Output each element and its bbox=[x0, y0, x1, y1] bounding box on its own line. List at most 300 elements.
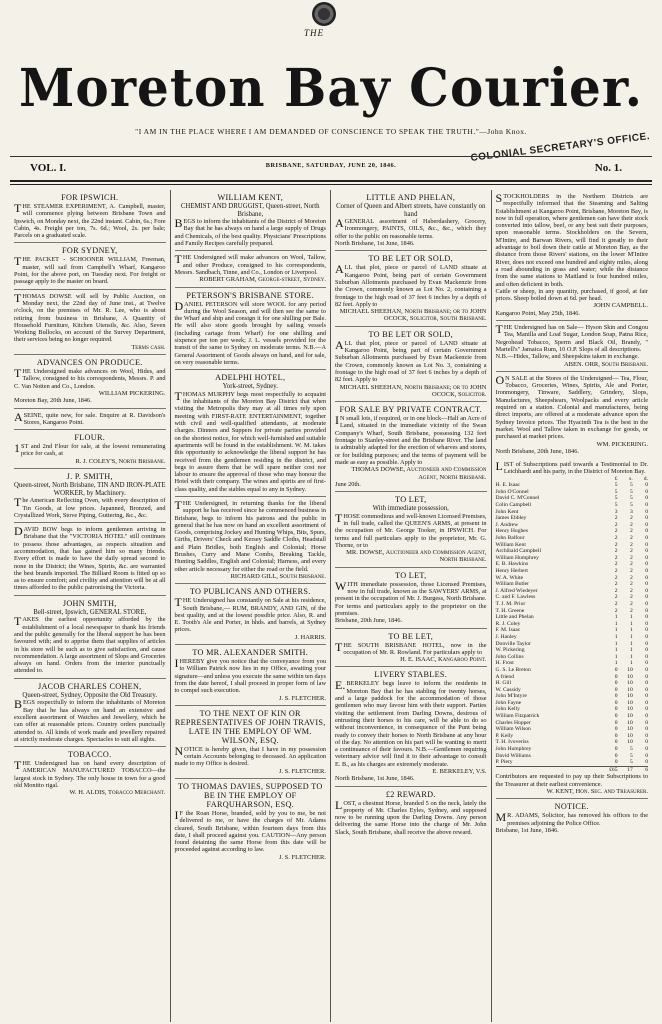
subscriber-name: William Wilson bbox=[495, 726, 531, 733]
subscription-amount: 3 bbox=[629, 508, 633, 515]
subscription-row bbox=[496, 621, 649, 628]
subscriber-name: William Kent bbox=[495, 541, 526, 548]
ad-title: ADVANCES ON PRODUCE. bbox=[36, 358, 143, 368]
ad-title: TO PUBLICANS AND OTHERS. bbox=[189, 587, 311, 597]
subscriber-name: Charles Hopper bbox=[495, 719, 531, 726]
ad-title: LITTLE AND PHELAN, bbox=[366, 193, 456, 202]
ad-body: ALL that plot, piece or parcel of LAND situate at Kangaroo Point, being part of certain Government Suburban Allotments purchased by Evan Mackenzie from the Crown, commonly known as Lot No. 3, containing a frontage to the high road of 37 feet 6 inches by a depth of 82 feet. Apply to bbox=[335, 337, 487, 384]
subscriber-name: Archibald Campbell bbox=[495, 548, 542, 555]
subscription-row bbox=[496, 753, 649, 760]
advertisement bbox=[14, 190, 166, 243]
ad-body: LOST, a chestnut Horse, branded 5 on the neck, lately the property of Mr. Charles Eyles, Sydney, and supposed now to be running upon the Darling Downs. Any person delivering the same Horse into the charge of Mr. John Slack, South Brisbane, shall receive the above reward. bbox=[335, 797, 487, 836]
subscription-amount: 0 bbox=[645, 633, 648, 640]
subscription-row bbox=[496, 548, 649, 555]
subscription-amount: 1 bbox=[614, 620, 618, 627]
subscription-amount: 0 bbox=[645, 673, 648, 680]
ad-body: THE PACKET - SCHOONER WILLIAM, Freeman, master, will sail from Campbell's Wharf, Kangaroo Point, for the above port, on Tuesday next. For freight or passage apply to the master on board. bbox=[14, 254, 166, 286]
subscription-amount: 0 bbox=[614, 732, 618, 739]
subscription-amount: 1 bbox=[629, 633, 633, 640]
subscriber-name: John Humphrey bbox=[495, 746, 532, 753]
subscriber-name: William Fitzpatrick bbox=[495, 713, 540, 720]
subscription-amount: 0 bbox=[645, 759, 648, 766]
subscription-amount: 10 bbox=[627, 713, 633, 720]
subscription-row bbox=[496, 568, 649, 575]
ad-title: TO BE LET OR SOLD, bbox=[368, 329, 453, 339]
ad-subtitle: Bell-street, Ipswich, GENERAL STORE, bbox=[33, 608, 147, 616]
subscriber-name: W. A. White bbox=[495, 574, 524, 581]
subscriber-name: H. E. Isaac bbox=[495, 482, 521, 489]
subscriber-name: William Butler bbox=[495, 581, 529, 588]
advertisement bbox=[496, 190, 649, 321]
subscription-amount: 2 bbox=[629, 574, 633, 581]
advertisement bbox=[175, 190, 327, 251]
ad-date: North Brisbane, 1st June, 1846. bbox=[335, 240, 415, 248]
subscription-amount: 1 bbox=[629, 620, 633, 627]
subscription-amount: 0 bbox=[645, 647, 648, 654]
advertisement bbox=[335, 492, 487, 568]
subscription-amount: 0 bbox=[645, 699, 648, 706]
subscription-row bbox=[496, 555, 649, 562]
ad-title: £2 REWARD. bbox=[385, 789, 436, 799]
subscription-row bbox=[496, 581, 649, 588]
ad-body: The American Reflecting Oven, with every description of Tin Goods, at low prices. Japanned, Bronzed, and Crystallized Work, Stove Piping, Guttering, &c., &c. bbox=[14, 495, 166, 519]
subscription-amount: 1 bbox=[614, 633, 618, 640]
subscription-amount: 0 bbox=[645, 554, 648, 561]
subscription-amount: 0 bbox=[645, 627, 648, 634]
subscription-amount: 2 bbox=[614, 521, 618, 528]
subscription-amount: 10 bbox=[627, 706, 633, 713]
subscription-amount: 5 bbox=[629, 752, 633, 759]
subscription-amount: 0 bbox=[645, 666, 648, 673]
subscriber-name: R. J. Coley bbox=[495, 620, 521, 627]
subscription-amount: 0 bbox=[645, 607, 648, 614]
ad-body: E.BERKELEY begs leave to inform the residents in Moreton Bay that he has stabling for twenty horses, and a large paddock for the accommodation of those gentlemen who may favour him with their support. Parties visiting the settlement from Darling Downs, desirous of entrusting their horses to his care, will be able to do so without inconvenience, in consequence of the Punt being ready to convey their horses to North Brisbane at any hour of the day. No attention on his part will be wanting to merit a continuance of their favours. N.B.—Gentlemen requiring veterinary advice will find it to their advantage to consult E. B., as his charges are extremely moderate. bbox=[335, 678, 487, 768]
subscription-amount: 10 bbox=[627, 699, 633, 706]
ad-title: FOR SALE BY PRIVATE CONTRACT. bbox=[339, 405, 483, 415]
subscription-amount: 5 bbox=[629, 488, 633, 495]
subscriber-name: John Kelly bbox=[495, 706, 520, 713]
subscription-amount: 0 bbox=[645, 732, 648, 739]
subscription-amount: 1 bbox=[614, 647, 618, 654]
subscription-amount: 5 bbox=[629, 502, 633, 509]
ad-signature: WM. PICKERING. bbox=[596, 440, 648, 448]
subscription-row bbox=[496, 687, 649, 694]
subscriber-name: A friend bbox=[495, 673, 514, 680]
ad-body: ASEINE, quite new, for sale. Enquire at R. Davidson's Stores, Kangaroo Point. bbox=[14, 409, 166, 426]
advertisement bbox=[175, 370, 327, 497]
ad-body: STOCKHOLDERS in the Northern Districts are respectfully informed that the Steaming and Salting Establishment at Kangaroo Point, Brisbane, Moreton Bay, is now in full operation, where gentlemen can have their stock converted into tallow, beef, or any best suit their purposes, upon reasonable terms. Stockholders on the Severn, M'Intire, and Barwan Rivers, will find it greatly to their advantage to boil down their cattle at Moreton Bay, as the distance from those Rivers' stations, on the lower M'Intire River, does not exceed one hundred and eighty miles, along a road abounding in grass and water; while the distance from the same stations to Maitland is four hundred miles, and often deficient in both. bbox=[495, 191, 648, 288]
subscription-row bbox=[496, 634, 649, 641]
subscription-amount: 3 bbox=[614, 508, 618, 515]
subscription-row bbox=[496, 522, 649, 529]
subscription-amount: 2 bbox=[614, 568, 618, 574]
subscription-row bbox=[496, 726, 649, 733]
subscription-row bbox=[496, 482, 649, 489]
subscription-amount: 2 bbox=[614, 607, 618, 614]
subscriber-name: Henry Hughes bbox=[495, 528, 528, 535]
ad-signature: JOHN CAMPBELL. bbox=[593, 302, 648, 310]
advertisement bbox=[335, 190, 487, 251]
subscriber-name: John Kent bbox=[495, 508, 519, 515]
notice-body: MR. ADAMS, Solicitor, has removed his offices to the premises adjoining the Police Office. bbox=[495, 810, 648, 827]
subscription-amount: 0 bbox=[645, 680, 648, 687]
ad-body: DANIEL PETERSON will store WOOL for any period during the Wool Season, and will then see the same to the Wharf and ship and consign it for one shilling per Bale. He will also store goods brought by sailing vessels (including cartage from Wharf) for one shilling and sixpence per ton per week; J. L. vessels provided for the transit of the same to Sydney on moderate terms. N.B.—A General Assortment of Goods always on hand, and for sale, on very reasonable terms. bbox=[174, 298, 326, 366]
advertisement bbox=[175, 288, 327, 371]
ad-title: LIVERY STABLES. bbox=[374, 670, 448, 680]
subscription-signature: W. KENT, Hon. Sec. and Treasurer. bbox=[546, 788, 648, 795]
subscriber-name: William Humphrey bbox=[495, 554, 539, 561]
subscriber-name: David C. M'Connel bbox=[495, 495, 540, 502]
advertisement bbox=[335, 787, 487, 839]
ad-signature: MICHAEL SHEEHAN, North Brisbane; or to JOHN OCOCK, Solicitor, South Brisbane. bbox=[339, 308, 487, 323]
masthead-the: THE bbox=[304, 28, 325, 38]
advertisement bbox=[175, 584, 327, 645]
column-2 bbox=[171, 190, 332, 1022]
subscription-amount: 0 bbox=[645, 653, 648, 660]
subscription-amount: 0 bbox=[645, 614, 648, 621]
ad-date: Moreton Bay, 20th June, 1846. bbox=[14, 397, 92, 405]
ad-title: ADELPHI HOTEL, bbox=[215, 373, 286, 383]
subscription-amount: 5 bbox=[614, 495, 618, 502]
subscription-amount: 1 bbox=[614, 640, 618, 647]
dateline-bar bbox=[10, 162, 652, 176]
ad-subtitle: CHEMIST AND DRUGGIST, Queen-street, North Brisbane, bbox=[180, 203, 320, 218]
crest-emblem-icon bbox=[312, 2, 336, 26]
advertisement bbox=[496, 321, 649, 372]
ad-body: DAVID BOW begs to inform gentlemen arriving in Brisbane that the "VICTORIA HOTEL" still continues to possess those advantages, as respects situation and accommodation, that has gained him so many friends. Every effort is made to have the daily spread second to none in the District; the Wines, Spirits, &c. are warranted the best brands imported. The Billiard Room is fitted up so as to ensure comfort; and civility and attention will be at all times afforded to the public patronising the Victoria. bbox=[14, 524, 166, 592]
subscription-amount: 0 bbox=[645, 587, 648, 594]
divider bbox=[10, 180, 652, 182]
subscription-row bbox=[496, 502, 649, 509]
ad-signature: R. J. COLEY'S, North Brisbane. bbox=[75, 457, 166, 465]
subscriber-name: John Fayne bbox=[495, 699, 522, 706]
ad-signature: H. E. ISAAC, Kangaroo Point. bbox=[400, 656, 487, 664]
advertisement bbox=[175, 251, 327, 287]
advertisement bbox=[14, 430, 166, 469]
subscription-row bbox=[496, 660, 649, 667]
subscription-amount: 0 bbox=[645, 640, 648, 647]
subscription-amount: 10 bbox=[627, 666, 633, 673]
subscription-amount: 5 bbox=[629, 495, 633, 502]
subscriber-name: Donville Taylor bbox=[495, 640, 531, 647]
subscription-amount: 5 bbox=[629, 482, 633, 489]
subscription-amount: 0 bbox=[614, 719, 618, 726]
subscription-row bbox=[496, 693, 649, 700]
advertisement bbox=[335, 327, 487, 402]
notice-title: NOTICE. bbox=[554, 802, 589, 812]
subscriber-name: David Williams bbox=[495, 752, 531, 759]
subscription-row bbox=[496, 575, 649, 582]
subscription-header-row bbox=[496, 476, 649, 483]
advertisement bbox=[175, 779, 327, 864]
subscriber-name: H. Frost bbox=[495, 660, 514, 667]
subscription-amount: 0 bbox=[614, 726, 618, 733]
subscription-row bbox=[496, 608, 649, 615]
ad-body: THE STEAMER EXPERIMENT, A. Campbell, master, will commence plying between Brisbane Town and Ipswich, on Monday next, the 22nd instant. Cabin, 6s.; Fore Cabin, 4s. Freight per ton, 7s. 6d.; Wool, 2s. per bale; Parcels on a graduated scale. bbox=[14, 201, 166, 240]
advertisement bbox=[14, 243, 166, 289]
subscription-amount: 1 bbox=[614, 627, 618, 634]
ad-body: NOTICE is hereby given, that I have in my possession certain Accounts belonging to deceased. An application made to my Office is desired. bbox=[174, 743, 326, 768]
subscription-amount: 2 bbox=[629, 607, 633, 614]
masthead-motto: "I AM IN THE PLACE WHERE I AM DEMANDED OF CONSCIENCE TO SPEAK THE TRUTH."—John Knox. bbox=[135, 127, 527, 136]
subscription-amount: 1 bbox=[629, 660, 633, 667]
pounds-header: £ bbox=[614, 475, 618, 482]
subscription-row bbox=[496, 720, 649, 727]
subscription-total bbox=[496, 766, 649, 774]
ad-title: FOR SYDNEY, bbox=[62, 246, 118, 256]
ad-body: THOMAS DOWSE will sell by Public Auction, on Monday next, the 22nd day of June inst., at Twelve o'clock, on the premises of Mr. R. Lee, who is about retiring from business in Brisbane, A Quantity of Household Furniture, Kitchen Utensils, &c. Also, Seven Working Bullocks, on account of the Survey Department, their services being no longer required. bbox=[14, 290, 166, 344]
issue-date: BRISBANE, SATURDAY, JUNE 20, 1846. bbox=[265, 162, 397, 169]
subscription-amount: 2 bbox=[629, 541, 633, 548]
subscriber-name: H. Gill bbox=[495, 680, 512, 687]
subscription-amount: 0 bbox=[614, 680, 618, 687]
subscription-amount: 0 bbox=[645, 515, 648, 522]
ad-body: THE Undersigned make advances on Wool, Hides, and Tallow, consigned to his correspondents, Messrs. P. and C. Van Notten and Co., London. bbox=[14, 366, 166, 390]
subscription-amount: 0 bbox=[645, 521, 648, 528]
subscription-amount: 2 bbox=[614, 535, 618, 542]
advertisement bbox=[14, 523, 166, 596]
ad-title: TO LET, bbox=[395, 495, 427, 505]
subscription-amount: 10 bbox=[627, 680, 633, 687]
subscription-amount: 5 bbox=[629, 746, 633, 753]
subscription-amount: 0 bbox=[645, 719, 648, 726]
subscription-amount: 2 bbox=[614, 541, 618, 548]
subscriber-name: Henry Herbert bbox=[495, 568, 528, 574]
subscription-row bbox=[496, 713, 649, 720]
subscription-amount: 2 bbox=[614, 587, 618, 594]
ad-signature: J. S. FLETCHER. bbox=[278, 767, 326, 775]
subscription-amount: 0 bbox=[645, 746, 648, 753]
subscription-amount: 0 bbox=[645, 488, 648, 495]
ad-body: THE Undersigned will make advances on Wool, Tallow, and other Produce, consigned to his correspondents, Messrs. Sandbach, Tinne, and Co., London or Liverpool. bbox=[174, 252, 326, 276]
ad-body: IHEREBY give you notice that the conveyance from you to William Patrick now lies in my Office, awaiting your signature—and unless you execute the same within ten days from the date hereof, I shall proceed in proper form of law to compel such execution. bbox=[174, 656, 326, 695]
subscription-amount: 0 bbox=[614, 739, 618, 746]
ad-title: TO THOMAS DAVIES, SUPPOSED TO BE IN THE EMPLOY OF FARQUHARSON, ESQ. bbox=[177, 782, 323, 809]
subscription-amount: 2 bbox=[629, 587, 633, 594]
subscriber-name: F. M. Isaac bbox=[495, 627, 521, 634]
subscription-amount: 1 bbox=[614, 660, 618, 667]
ad-date: Brisbane, 20th June, 1846. bbox=[335, 617, 403, 625]
advertisement bbox=[175, 645, 327, 706]
ad-title: TOBACCO. bbox=[68, 750, 112, 760]
subscription-amount: 0 bbox=[645, 495, 648, 502]
subscriber-name: W. Cassidy bbox=[495, 686, 521, 693]
ad-signature: E. BERKELEY, V.S. bbox=[432, 768, 487, 775]
subscriber-name: T. J. M. Prior bbox=[495, 600, 526, 607]
advertisement bbox=[14, 596, 166, 679]
ad-title: TO BE LET, bbox=[388, 631, 434, 641]
subscription-row bbox=[496, 515, 649, 522]
subscription-amount: 2 bbox=[614, 554, 618, 561]
subscription-amount: 10 bbox=[627, 693, 633, 700]
subscription-amount: 1 bbox=[629, 614, 633, 621]
subscription-amount: 2 bbox=[629, 594, 633, 601]
ad-body: WITH immediate possession, those Licensed Premises, now in full trade, known as the SAWYERS' ARMS, at present in the occupation of Mr. J. Burgess, North Brisbane. For terms and particulars apply to the proprietor on the premises. bbox=[335, 578, 487, 617]
subscription-amount: 10 bbox=[627, 739, 633, 746]
subscriber-name: John Balfour bbox=[495, 535, 525, 542]
subscription-amount: 10 bbox=[627, 719, 633, 726]
ad-signature: RICHARD GILL, South Brisbane. bbox=[230, 572, 326, 580]
subscriber-name: E. B. Hawkins bbox=[495, 561, 529, 568]
subscription-row bbox=[496, 647, 649, 654]
subscription-row bbox=[496, 542, 649, 549]
subscription-amount: 1 bbox=[629, 627, 633, 634]
column-4-ads bbox=[496, 190, 649, 458]
ad-title: TO MR. ALEXANDER SMITH. bbox=[192, 648, 309, 658]
subscription-row bbox=[496, 700, 649, 707]
subscription-amount: 2 bbox=[614, 600, 618, 607]
subscription-row bbox=[496, 594, 649, 601]
subscription-amount: 1 bbox=[614, 614, 618, 621]
ad-body: AGENERAL assortment of Haberdashery, Grocery, Ironmongery, PAINTS, OILS, &c., &c., which they offer to the public on reasonable terms. bbox=[335, 216, 487, 240]
pence-header: d. bbox=[643, 475, 648, 482]
subscription-amount: 2 bbox=[614, 515, 618, 522]
ad-title: WILLIAM KENT, bbox=[217, 193, 284, 202]
notice-ad bbox=[496, 799, 649, 837]
ad-body: THE Undersigned has on Sale— Hyson Skin and Congou Tea, Manilla and Loaf Sugar, London Soap, Patna Rice, Negrohead Tobacco, Sperm and Black Oil, Brandy, " Martell's" Jamaica Rum, 10 O.P. Slops of all descriptions. bbox=[495, 322, 648, 353]
ad-title: FOR IPSWICH. bbox=[61, 193, 119, 202]
subscription-amount: 0 bbox=[645, 739, 648, 746]
subscriber-name: T. H. Ivoveriss bbox=[495, 739, 529, 746]
ad-body: ALL that plot, piece or parcel of LAND situate at Kangaroo Point, being part of certain Government Suburban Allotments purchased by Evan Mackenzie from the Crown, commonly known as Lot No. 2, containing a frontage to the high road of 37 feet 6 inches by a depth of 82 feet. Apply to bbox=[335, 262, 487, 308]
subscription-amount: 5 bbox=[614, 502, 618, 509]
ad-body: THE SOUTH BRISBANE HOTEL, now in the occupation of Mr. R. Rowland. For particulars apply to bbox=[335, 639, 487, 656]
ad-signature: J. S. FLETCHER. bbox=[278, 853, 326, 861]
advertisement bbox=[335, 402, 487, 492]
column-4 bbox=[492, 190, 653, 1022]
subscription-amount: 1 bbox=[629, 647, 633, 654]
subscriber-name: C. and F. Lawless bbox=[495, 594, 536, 601]
advertisement bbox=[14, 469, 166, 523]
subscriber-name: W. Pickering bbox=[495, 647, 525, 654]
subscription-amount: 2 bbox=[629, 554, 633, 561]
subscription-amount: 2 bbox=[614, 561, 618, 568]
ad-signature: W. H. ALDIS, Tobacco Merchant. bbox=[69, 789, 166, 797]
subscription-amount: 0 bbox=[645, 713, 648, 720]
subscription-row bbox=[496, 489, 649, 496]
ad-date: North Brisbane, 1st June, 1846. bbox=[335, 775, 415, 783]
ad-body: 1ST and 2nd Flour for sale, at the lowest remunerating price for cash, at bbox=[14, 441, 166, 458]
volume-label: VOL. I. bbox=[30, 162, 67, 174]
ad-title: JOHN SMITH, bbox=[62, 598, 117, 608]
subscription-row bbox=[496, 706, 649, 713]
subscriber-name: P. Piery bbox=[495, 759, 513, 766]
subscription-amount: 0 bbox=[614, 673, 618, 680]
subscription-amount: 10 bbox=[627, 726, 633, 733]
ad-body: THE Undersigned, in returning thanks for the liberal support he has received since he commenced business in Brisbane, begs to inform his patrons and the public in general that he has now on hand an excellent assortment of Goods, comprising Jockey and Hunting Whips, Bits, Spurs, Girths, Drivers' Check and Kersey Saddle Cloths, Headstall and Plain Bridles, both English and Colonial; Horse Brushes, Curry and Mane Combs, Breaking Tackle, Hunting Saddles, English and Colonial; Harness, and every other article necessary for either the road or the field. bbox=[174, 497, 326, 573]
ad-signature: THOMAS DOWSE, Auctioneer and Commission Agent, North Brisbane. bbox=[351, 466, 487, 481]
subscription-amount: 0 bbox=[614, 699, 618, 706]
subscriber-name: John Collins bbox=[495, 653, 524, 660]
subscription-amount: 0 bbox=[614, 693, 618, 700]
masthead-title: Moreton Bay Courier. bbox=[19, 56, 643, 119]
ad-signature: J. HARRIS. bbox=[294, 633, 326, 641]
subscription-amount: 0 bbox=[645, 541, 648, 548]
subscriber-name: James Ebbley bbox=[495, 515, 527, 522]
subscription-amount: 0 bbox=[645, 706, 648, 713]
subscription-amount: 1 bbox=[629, 640, 633, 647]
subscription-amount: 2 bbox=[614, 574, 618, 581]
subscription-row bbox=[496, 746, 649, 753]
subscription-row bbox=[496, 627, 649, 634]
ad-signature: ROBERT GRAHAM, George-street, Sydney. bbox=[199, 276, 326, 284]
subscription-row bbox=[496, 654, 649, 661]
advertisement bbox=[335, 629, 487, 668]
subscription-amount: 2 bbox=[614, 548, 618, 555]
subscription-row bbox=[496, 680, 649, 687]
advertisement bbox=[175, 497, 327, 584]
subscriber-name: G. S. Le Breton bbox=[495, 666, 531, 673]
advertisement bbox=[175, 706, 327, 779]
ad-date: Kangaroo Point, May 25th, 1846. bbox=[495, 309, 580, 317]
ad-subtitle: With immediate possession, bbox=[372, 505, 449, 513]
ad-body: BEGS to inform the inhabitants of the District of Moreton Bay that he has always on hand a large supply of Drugs and Chemicals, of the best quality. Physicians' Prescriptions and Family Recipes carefully prepared. bbox=[174, 216, 326, 248]
subscription-amount: 10 bbox=[627, 732, 633, 739]
subscription-row bbox=[496, 535, 649, 542]
ad-signature: MR. DOWSE, Auctioneer and Commission Agent, North Brisbane. bbox=[346, 549, 487, 564]
column-3 bbox=[331, 190, 492, 1022]
subscription-amount: 10 bbox=[627, 673, 633, 680]
subscription-amount: 10 bbox=[627, 686, 633, 693]
subscription-row bbox=[496, 641, 649, 648]
subscription-amount: 2 bbox=[614, 594, 618, 601]
issue-number: No. 1. bbox=[594, 162, 622, 174]
total-pounds: £65 bbox=[602, 766, 617, 773]
subscription-amount: 0 bbox=[645, 502, 648, 509]
subscription-amount: 0 bbox=[645, 535, 648, 542]
ad-extra: N.B.—Hides, Tallow, and Sheepskins taken in exchange. bbox=[495, 353, 640, 361]
columns bbox=[10, 190, 652, 1022]
subscription-amount: 1 bbox=[629, 653, 633, 660]
subscription-row bbox=[496, 739, 649, 746]
subscription-row bbox=[496, 588, 649, 595]
subscription-row bbox=[496, 733, 649, 740]
subscription-amount: 0 bbox=[645, 660, 648, 667]
advertisement bbox=[14, 679, 166, 747]
ad-subtitle: Queen-street, North Brisbane, TIN AND IRON-PLATE WORKER, by Machinery. bbox=[14, 482, 166, 497]
ad-body: BEGS respectfully to inform the inhabitants of Moreton Bay that he has always on hand an extensive and excellent assortment of Watches and Jewellery, which he can offer at reasonable prices. Country orders punctually attended to. All kinds of work made and jewellery repaired at strictly moderate charges. Spectacles to suit all sights. bbox=[14, 697, 166, 743]
advertisement bbox=[335, 251, 487, 326]
subscription-row bbox=[496, 495, 649, 502]
ad-title: TO BE LET OR SOLD, bbox=[368, 254, 453, 264]
subscription-list bbox=[496, 458, 649, 799]
ad-signature: WILLIAM PICKERING. bbox=[98, 389, 166, 397]
advertisement bbox=[14, 290, 166, 355]
subscription-amount: 2 bbox=[629, 521, 633, 528]
ad-title: TO THE NEXT OF KIN OR REPRESENTATIVES OF JOHN TRAVIS, LATE IN THE EMPLOY OF WM. WILSON, ESQ. bbox=[174, 708, 326, 745]
subscription-intro: LIST of Subscriptions paid towards a Testimonial to Dr. Leichhardt and his party, in the District of Moreton Bay. bbox=[495, 459, 648, 476]
subscription-amount: 2 bbox=[629, 561, 633, 568]
subscription-row bbox=[496, 667, 649, 674]
subscription-amount: 2 bbox=[614, 528, 618, 535]
subscription-amount: 0 bbox=[645, 686, 648, 693]
subscriber-name: Colin Campbell bbox=[495, 502, 532, 509]
subscriber-name: T. H. Greene bbox=[495, 607, 525, 614]
subscription-amount: 0 bbox=[645, 600, 648, 607]
advertisement bbox=[496, 372, 649, 458]
subscription-amount: 0 bbox=[645, 581, 648, 588]
ad-title: FLOUR. bbox=[74, 433, 106, 443]
subscription-amount: 0 bbox=[645, 693, 648, 700]
divider bbox=[10, 156, 652, 157]
subscription-amount: 0 bbox=[645, 574, 648, 581]
ad-body: TAKES the earliest opportunity afforded by the establishment of a local newspaper to thank his friends and the public generally for the liberal support he has been favoured with; and to apprise them that supplies of articles in his store will be such as to give satisfaction, and cause recommendation. A large assortment of Slops and Groceries always on hand. Orders from the interior punctually attended to. bbox=[14, 614, 166, 675]
ad-body: THOSE commodious and well-known Licensed Premises, in full trade, called the QUEEN'S ARMS, at present in the occupation of Mr. George Tooker, in IPSWICH. For terms and full particulars apply to the proprietor, Mr. G. Thorne, or to bbox=[335, 510, 487, 549]
subscription-amount: 0 bbox=[645, 620, 648, 627]
ad-date: June 20th. bbox=[335, 480, 361, 488]
total-shillings: 17 bbox=[618, 766, 633, 773]
subscription-amount: 0 bbox=[614, 746, 618, 753]
